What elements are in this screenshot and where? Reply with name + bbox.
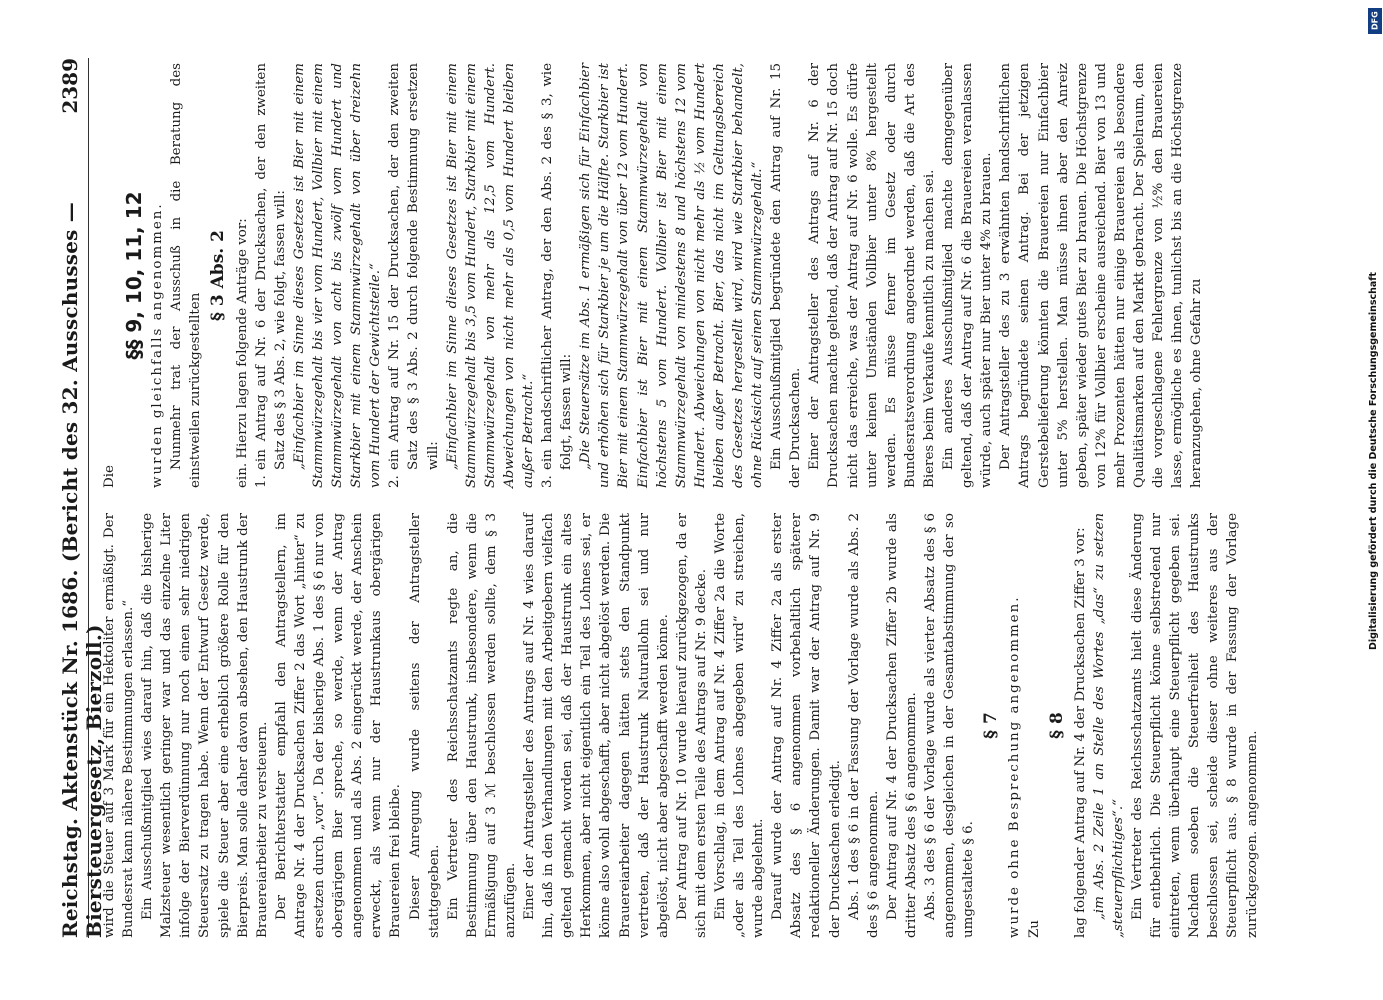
paragraph: wurde ohne Besprechung angenommen.: [1007, 595, 1023, 938]
quote: „Die Steuersätze im Abs. 1 ermäßigen sich für Einfachbier und erhöhen sich für Starkbier je um die Hälfte. Starkbier ist Bier mit einem Stammwürzegehalt von über 12 vom Hundert. Einfachbier ist Bier mit einem Stammwürzegehalt von höchstens 5 vom Hundert. Vollbier ist Bier mit einem Stammwürzegehalt von mindestens 8 und höchstens 12 vom Hundert. Abweichungen von nicht mehr als ½ vom Hundert bleiben außer Betracht. Bier, das nicht im Geltungsbereich des Gesetzes hergestellt wird, wird wie Starkbier behandelt, ohne Rücksicht auf seinen Stammwürzegehalt.“: [578, 63, 766, 488]
section-heading: § 3 Abs. 2: [208, 230, 229, 321]
paragraph: Ein Ausschußmitglied wies darauf hin, daß die bisherige Malzsteuer wesentlich geringer war und das einzelne Liter infolge der Bierverdünnung nur noch einen sehr niedrigen Steuersatz zu tragen habe. Wenn der Entwurf Gesetz werde, spiele die Steuer aber eine erheblich größere Rolle für den Bierpreis. Man solle daher davon absehen, den Haustrunk der Brauereiarbeiter zu versteuern.: [140, 513, 270, 938]
paragraph: Die: [102, 465, 117, 488]
dfg-logo: DFG: [1368, 8, 1382, 34]
page-number: 2389: [58, 58, 82, 114]
paragraph: Nunmehr trat der Ausschuß in die Beratung des einstweilen zurückgestellten: [169, 63, 204, 488]
list-number: 3.: [540, 475, 556, 488]
digitization-credit-strip: [1368, 8, 1382, 653]
paragraph: Der Antragsteller des zu 3 erwähnten handschriftlichen Antrags begründete seinen Antrag. Bei der jetzigen Gerstebelieferung könnten die Brauereien nur Einfachbier unter 5% herstellen. Man müsse ihnen aber den Anreiz geben, später wieder gutes Bier zu brauen. Die Höchstgrenze von 12% für Vollbier erscheine ausreichend. Bier von 13 und mehr Prozenten hätten nur einige Brauereien als besondere Qualitätsmarken auf den Markt gebracht. Der Spielraum, den die vorgeschlagene Fehlergrenze von ½% den Brauereien lasse, ermögliche es ihnen, tunlichst bis an die Höchstgrenze heranzugehen, ohne Gefahr zu: [998, 63, 1205, 488]
list-text: ein handschriftlicher Antrag, der den Abs. 2 des § 3, wie folgt, fassen will:: [540, 63, 575, 470]
section-heading: § 8: [1046, 712, 1067, 739]
list-item: [385, 63, 442, 488]
paragraph: Einer der Antragsteller des Antrags auf Nr. 6 der Drucksachen machte geltend, daß der Antrag auf Nr. 15 doch nicht das erreiche, was der Antrag auf Nr. 6 wolle. Es dürfe unter keinen Umständen Vollbier unter 8% hergestellt werden. Es müsse ferner im Gesetz oder durch Bundesratsverordnung angeordnet werden, daß die Art des Bieres beim Verkaufe kenntlich zu machen sei.: [807, 63, 937, 488]
section-heading: §§ 9, 10, 11, 12: [122, 191, 147, 360]
paragraph: Ein Vertreter des Reichsschatzamts hielt diese Änderung für entbehrlich. Die Steuerpflicht könne selbstredend nur eintreten, wenn überhaupt eine Steuerpflicht gegeben sei. Nachdem soeben die Steuerfreiheit des Haustrunks beschlossen sei, scheide dieser ohne weiteres aus der Steuerpflicht aus. § 8 wurde in der Fassung der Vorlage zurückgezogen. angenommen.: [1129, 513, 1260, 938]
paragraph: lag folgender Antrag auf Nr. 4 der Drucksachen Ziffer 3 vor:: [1072, 527, 1088, 938]
list-number: 2.: [387, 475, 403, 488]
paragraph: Darauf wurde der Antrag auf Nr. 4 Ziffer 2a als erster Absatz des § 6 angenommen vorbehaltlich späterer redaktioneller Änderungen. Damit war der Antrag auf Nr. 9 der Drucksachen erledigt.: [770, 513, 843, 938]
quote: „Einfachbier im Sinne dieses Gesetzes ist Bier mit einem Stammwürzegehalt bis 3,5 vom Hundert, Starkbier mit einem Stammwürzegehalt von mehr als 12,5 vom Hundert. Abweichungen von nicht mehr als 0,5 vom Hundert bleiben außer Betracht.“: [444, 63, 536, 488]
paragraph: Ein Vertreter des Reichsschatzamts regte an, die Bestimmung über den Haustrunk, insbesondere, wenn die Ermäßigung auf 3 ℳ beschlossen werden sollte, dem § 3 anzufügen.: [445, 513, 518, 938]
list-number: 1.: [253, 475, 269, 488]
left-column: [100, 513, 1280, 938]
paragraph: wurden gleichfalls angenommen.: [150, 202, 166, 488]
paragraph: Einer der Antragsteller des Antrags auf Nr. 4 wies darauf hin, daß in den Verhandlungen mit den Arbeitgebern vielfach geltend gemacht worden sei, daß der Haustrunk ein altes Herkommen, aber nicht eigentlich ein Teil des Lohnes sei, er könne also wohl abgeschafft, aber nicht abgelöst werden. Die Brauereiarbeiter dagegen hätten stets den Standpunkt vertreten, daß der Haustrunk Naturallohn sei und nur abgelöst, nicht aber abgeschafft werden könne.: [522, 513, 671, 938]
digitization-credit: Digitalisierung gefördert durch die Deutsche Forschungsgemeinschaft: [1368, 272, 1379, 650]
paragraph: Der Antrag auf Nr. 4 der Drucksachen Ziffer 2b wurde als dritter Absatz des § 6 angenommen.: [884, 513, 919, 938]
list-item: [538, 63, 576, 488]
paragraph: Der Berichterstatter empfahl den Antragstellern, im Antrage Nr. 4 der Drucksachen Ziffer 2 das Wort „hinter“ zu ersetzen durch „vor“. Da der bisherige Abs. 1 des § 6 nur von obergärigem Bier spreche, so werde, wenn der Antrag angenommen und als Abs. 2 eingerückt werde, der Anschein erweckt, als wenn nur der Haustrunkaus obergärigen Brauereien frei bleibe.: [273, 513, 404, 938]
paragraph: wird die Steuer auf 3 Mark für ein Hektoliter ermäßigt. Der Bundesrat kann nähere Bestimmungen erlassen.“: [102, 513, 137, 938]
section-heading: § 7: [981, 712, 1002, 739]
paragraph: Dieser Anregung wurde seitens der Antragsteller stattgegeben.: [407, 513, 442, 938]
right-column: [100, 63, 1280, 488]
page-header: [58, 58, 106, 938]
paragraph: Der Antrag auf Nr. 10 wurde hierauf zurückgezogen, da er sich mit dem ersten Teile des Antrags auf Nr. 9 decke.: [674, 513, 709, 938]
paragraph: Ein Ausschußmitglied begründete den Antrag auf Nr. 15 der Drucksachen.: [769, 63, 804, 488]
list-item: [252, 63, 290, 488]
list-text: ein Antrag auf Nr. 6 der Drucksachen, der den zweiten Satz des § 3 Abs. 2, wie folgt, fassen will:: [253, 63, 288, 470]
quote: „Einfachbier im Sinne dieses Gesetzes ist Bier mit einem Stammwürzegehalt bis vier vom Hundert, Vollbier mit einem Stammwürzegehalt von acht bis zwölf vom Hundert und Starkbier mit einem Stammwürzegehalt von über dreizehn vom Hundert der Gewichtsteile.“: [291, 63, 384, 488]
paragraph: Ein Vorschlag, in dem Antrag auf Nr. 4 Ziffer 2a die Worte „oder als Teil des Lohnes abgegeben wird“ zu streichen, wurde abgelehnt.: [713, 513, 767, 938]
paragraph: Zu: [1026, 920, 1042, 938]
paragraph: Ein anderes Ausschußmitglied machte demgegenüber geltend, daß der Antrag auf Nr. 6 die Brauereien veranlassen würde, auch später nur Bier unter 4% zu brauen.: [941, 63, 995, 488]
page-title: Reichstag. Aktenstück Nr. 1686. (Bericht des 32. Ausschusses — Biersteuergesetz, Bierzoll.): [58, 202, 106, 938]
list-text: ein Antrag auf Nr. 15 der Drucksachen, der den zweiten Satz des § 3 Abs. 2 durch folgende Bestimmung ersetzen will:: [387, 63, 441, 470]
quote: „im Abs. 2 Zeile 1 an Stelle des Wortes „das“ zu setzen „steuerpflichtiges“.“: [1091, 513, 1126, 938]
paragraph: ein. Hierzu lagen folgende Anträge vor:: [234, 218, 250, 488]
paragraph: Abs. 1 des § 6 in der Fassung der Vorlage wurde als Abs. 2 des § 6 angenommen.: [846, 513, 881, 938]
paragraph: Abs. 3 des § 6 der Vorlage wurde als vierter Absatz des § 6 angenommen, desgleichen in der Gesamtabstimmung der so umgestaltete § 6.: [923, 513, 977, 938]
